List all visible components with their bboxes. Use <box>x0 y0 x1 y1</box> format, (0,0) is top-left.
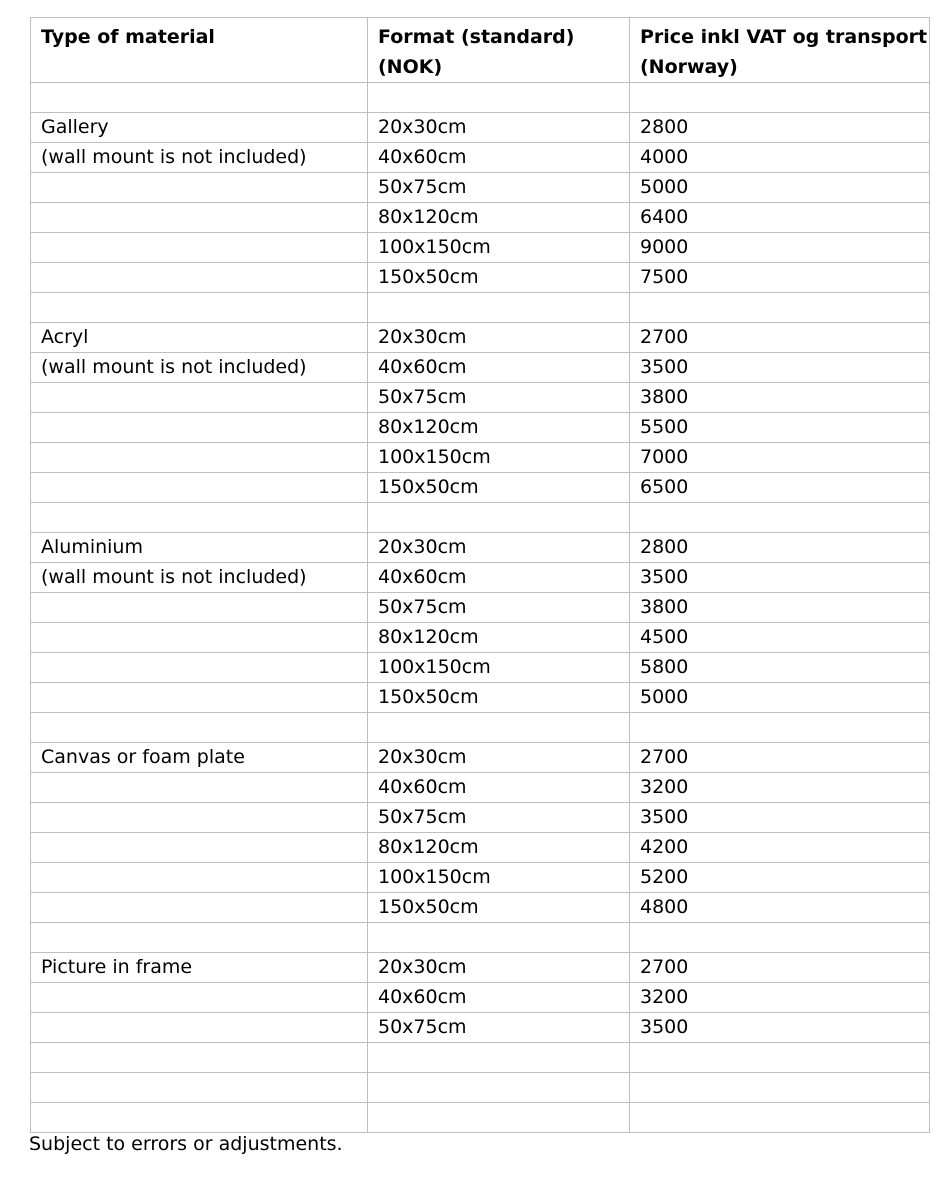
material-cell <box>31 443 368 473</box>
price-cell: 3500 <box>630 803 930 833</box>
table-row <box>31 833 930 863</box>
price-cell <box>630 83 930 113</box>
table-row <box>31 233 930 263</box>
price-cell: 2700 <box>630 743 930 773</box>
format-cell: 80x120cm <box>368 203 630 233</box>
material-cell: (wall mount is not included) <box>31 143 368 173</box>
price-cell: 3500 <box>630 353 930 383</box>
table-row <box>31 383 930 413</box>
table-row <box>31 743 930 773</box>
material-cell: Aluminium <box>31 533 368 563</box>
table-row <box>31 323 930 353</box>
table-row <box>31 803 930 833</box>
table-row <box>31 923 930 953</box>
table-row <box>31 953 930 983</box>
format-cell: 80x120cm <box>368 413 630 443</box>
format-cell: 100x150cm <box>368 863 630 893</box>
format-cell: 80x120cm <box>368 833 630 863</box>
table-row <box>31 413 930 443</box>
price-cell: 7500 <box>630 263 930 293</box>
material-cell <box>31 1043 368 1073</box>
format-cell <box>368 83 630 113</box>
format-cell <box>368 713 630 743</box>
table-row <box>31 473 930 503</box>
format-cell <box>368 923 630 953</box>
material-cell <box>31 83 368 113</box>
material-cell <box>31 833 368 863</box>
format-cell <box>368 1103 630 1133</box>
format-cell: 100x150cm <box>368 653 630 683</box>
material-cell <box>31 413 368 443</box>
price-cell: 3500 <box>630 1013 930 1043</box>
material-cell <box>31 1073 368 1103</box>
material-cell <box>31 383 368 413</box>
footnote: Subject to errors or adjustments. <box>29 1133 343 1155</box>
format-cell: 40x60cm <box>368 563 630 593</box>
format-cell: 50x75cm <box>368 383 630 413</box>
table-row <box>31 503 930 533</box>
format-cell: 50x75cm <box>368 173 630 203</box>
table-row <box>31 683 930 713</box>
format-cell: 50x75cm <box>368 803 630 833</box>
material-cell: (wall mount is not included) <box>31 353 368 383</box>
format-cell <box>368 1043 630 1073</box>
price-cell <box>630 1103 930 1133</box>
format-cell: 150x50cm <box>368 893 630 923</box>
price-cell: 6400 <box>630 203 930 233</box>
price-cell: 5200 <box>630 863 930 893</box>
table-row <box>31 203 930 233</box>
price-cell <box>630 1073 930 1103</box>
material-cell: Canvas or foam plate <box>31 743 368 773</box>
format-cell: 40x60cm <box>368 353 630 383</box>
material-cell <box>31 683 368 713</box>
price-cell <box>630 293 930 323</box>
material-cell <box>31 203 368 233</box>
table-row <box>31 1073 930 1103</box>
format-cell: 20x30cm <box>368 323 630 353</box>
price-cell: 3500 <box>630 563 930 593</box>
material-cell <box>31 803 368 833</box>
price-cell: 2700 <box>630 323 930 353</box>
price-cell: 6500 <box>630 473 930 503</box>
table-row <box>31 773 930 803</box>
price-cell <box>630 713 930 743</box>
material-cell <box>31 773 368 803</box>
price-cell: 2800 <box>630 533 930 563</box>
material-cell <box>31 653 368 683</box>
format-cell: 40x60cm <box>368 143 630 173</box>
material-cell <box>31 923 368 953</box>
table-row <box>31 593 930 623</box>
material-cell <box>31 1103 368 1133</box>
table-row <box>31 83 930 113</box>
material-cell: Gallery <box>31 113 368 143</box>
table-row <box>31 113 930 143</box>
material-cell <box>31 293 368 323</box>
price-cell: 9000 <box>630 233 930 263</box>
table-row <box>31 563 930 593</box>
material-cell: Acryl <box>31 323 368 353</box>
format-cell: 20x30cm <box>368 533 630 563</box>
table-body <box>31 18 930 1133</box>
material-cell <box>31 473 368 503</box>
table-row <box>31 713 930 743</box>
format-cell: 20x30cm <box>368 743 630 773</box>
format-cell: 20x30cm <box>368 113 630 143</box>
material-cell <box>31 263 368 293</box>
table-row <box>31 1103 930 1133</box>
table-row <box>31 353 930 383</box>
material-cell <box>31 593 368 623</box>
format-cell: 80x120cm <box>368 623 630 653</box>
material-cell <box>31 623 368 653</box>
material-cell <box>31 863 368 893</box>
format-cell <box>368 293 630 323</box>
price-cell <box>630 923 930 953</box>
table-row <box>31 533 930 563</box>
price-cell <box>630 503 930 533</box>
format-cell <box>368 1073 630 1103</box>
price-cell: 3200 <box>630 773 930 803</box>
price-cell: 4800 <box>630 893 930 923</box>
table-row <box>31 173 930 203</box>
table-row <box>31 1043 930 1073</box>
format-cell: 150x50cm <box>368 683 630 713</box>
material-cell <box>31 503 368 533</box>
header-material: Type of material <box>31 18 368 83</box>
table-header-row <box>31 18 930 83</box>
material-cell <box>31 1013 368 1043</box>
table-row <box>31 983 930 1013</box>
price-table <box>30 17 930 1133</box>
price-cell: 2700 <box>630 953 930 983</box>
format-cell: 20x30cm <box>368 953 630 983</box>
price-cell: 3800 <box>630 593 930 623</box>
table-row <box>31 623 930 653</box>
format-cell: 150x50cm <box>368 263 630 293</box>
format-cell: 50x75cm <box>368 1013 630 1043</box>
table-row <box>31 443 930 473</box>
format-cell: 40x60cm <box>368 983 630 1013</box>
format-cell: 150x50cm <box>368 473 630 503</box>
price-cell: 5000 <box>630 173 930 203</box>
price-cell: 2800 <box>630 113 930 143</box>
price-cell: 4200 <box>630 833 930 863</box>
price-cell: 5000 <box>630 683 930 713</box>
table-row <box>31 863 930 893</box>
price-cell: 4000 <box>630 143 930 173</box>
price-cell: 3800 <box>630 383 930 413</box>
price-cell: 3200 <box>630 983 930 1013</box>
material-cell: (wall mount is not included) <box>31 563 368 593</box>
price-cell: 5800 <box>630 653 930 683</box>
table-row <box>31 143 930 173</box>
material-cell <box>31 173 368 203</box>
table-row <box>31 293 930 323</box>
header-price: Price inkl VAT og transport (Norway) <box>630 18 930 83</box>
price-cell: 7000 <box>630 443 930 473</box>
table-row <box>31 1013 930 1043</box>
material-cell: Picture in frame <box>31 953 368 983</box>
material-cell <box>31 713 368 743</box>
material-cell <box>31 983 368 1013</box>
format-cell: 100x150cm <box>368 233 630 263</box>
format-cell: 50x75cm <box>368 593 630 623</box>
material-cell <box>31 893 368 923</box>
table-row <box>31 653 930 683</box>
format-cell: 100x150cm <box>368 443 630 473</box>
price-cell: 5500 <box>630 413 930 443</box>
format-cell <box>368 503 630 533</box>
table-row <box>31 893 930 923</box>
format-cell: 40x60cm <box>368 773 630 803</box>
price-cell: 4500 <box>630 623 930 653</box>
table-row <box>31 263 930 293</box>
material-cell <box>31 233 368 263</box>
price-cell <box>630 1043 930 1073</box>
header-format: Format (standard) (NOK) <box>368 18 630 83</box>
